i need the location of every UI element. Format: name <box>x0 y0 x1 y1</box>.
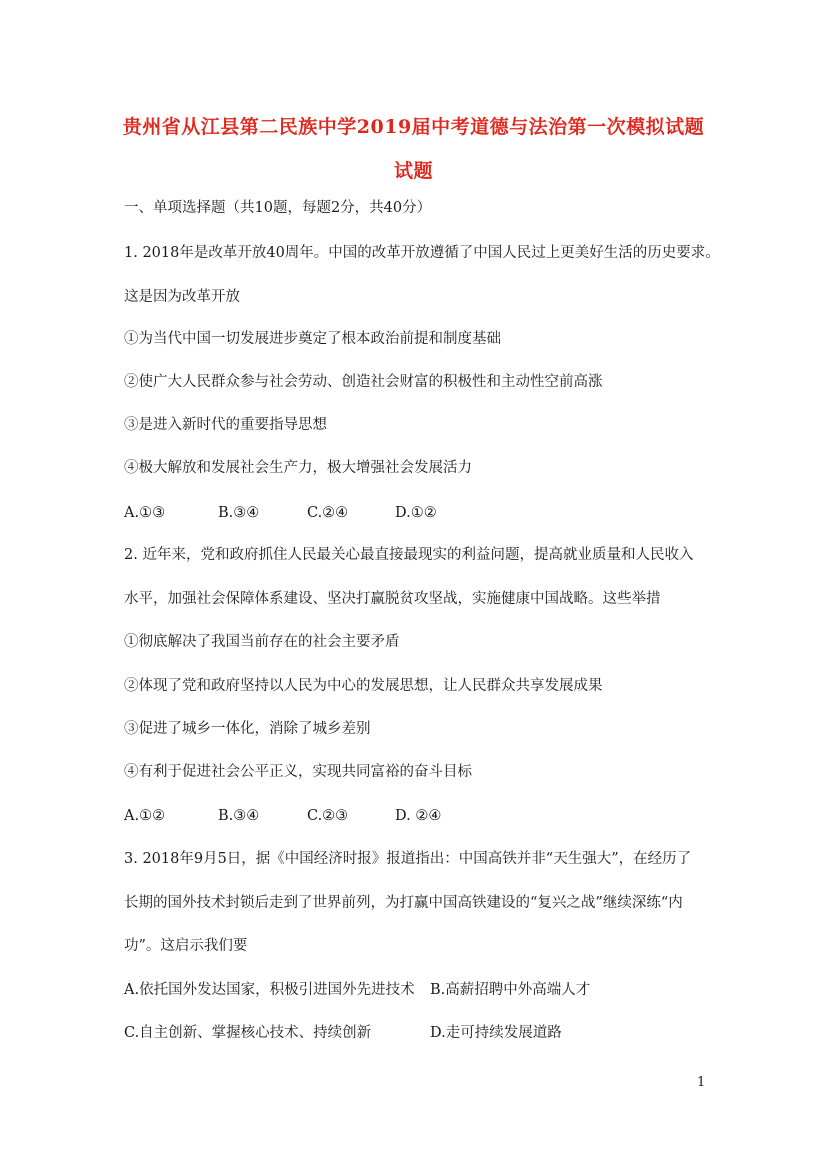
q2-item-3: ③促进了城乡一体化，消除了城乡差别 <box>124 721 371 737</box>
q3-option-b: B.高薪招聘中外高端人才 <box>430 982 591 998</box>
q1-option-d: D.①② <box>395 505 437 521</box>
section-heading: 一、单项选择题（共10题，每题2分，共40分） <box>124 200 432 216</box>
q1-option-b: B.③④ <box>218 505 260 521</box>
q1-stem-line1: 1. 2018年是改革开放40周年。中国的改革开放遵循了中国人民过上更美好生活的历史要求。 <box>124 245 720 261</box>
q3-stem-line1: 3. 2018年9月5日，据《中国经济时报》报道指出：中国高铁并非“天生强大”，在经历了 <box>124 851 692 867</box>
q1-item-4: ④极大解放和发展社会生产力，极大增强社会发展活力 <box>124 460 472 476</box>
q1-item-2: ②使广大人民群众参与社会劳动、创造社会财富的积极性和主动性空前高涨 <box>124 374 603 390</box>
q1-item-1: ①为当代中国一切发展进步奠定了根本政治前提和制度基础 <box>124 331 501 347</box>
q2-option-a: A.①② <box>124 808 166 824</box>
q1-option-a: A.①③ <box>124 505 166 521</box>
q2-option-b: B.③④ <box>218 808 260 824</box>
page-number: 1 <box>697 1075 706 1090</box>
q3-option-a: A.依托国外发达国家，积极引进国外先进技术 <box>124 982 415 998</box>
q2-stem-line2: 水平，加强社会保障体系建设、坚决打赢脱贫攻坚战，实施健康中国战略。这些举措 <box>124 591 661 607</box>
document-title-continuation: 试题 <box>393 160 433 182</box>
q1-option-c: C.②④ <box>307 505 349 521</box>
q3-stem-line2: 长期的国外技术封锁后走到了世界前列，为打赢中国高铁建设的“复兴之战”继续深练“内 <box>124 895 683 911</box>
q2-option-d: D. ②④ <box>395 808 442 824</box>
q2-item-1: ①彻底解决了我国当前存在的社会主要矛盾 <box>124 634 400 650</box>
q2-item-4: ④有利于促进社会公平正义，实现共同富裕的奋斗目标 <box>124 764 472 780</box>
q1-item-3: ③是进入新时代的重要指导思想 <box>124 417 327 433</box>
q3-stem-line3: 功”。这启示我们要 <box>124 938 248 954</box>
q2-item-2: ②体现了党和政府坚持以人民为中心的发展思想，让人民群众共享发展成果 <box>124 678 603 694</box>
q1-stem-line2: 这是因为改革开放 <box>124 289 240 305</box>
q3-option-d: D.走可持续发展道路 <box>430 1025 562 1041</box>
document-title: 贵州省从江县第二民族中学2019届中考道德与法治第一次模拟试题 <box>122 116 705 138</box>
q3-option-c: C.自主创新、掌握核心技术、持续创新 <box>124 1025 372 1041</box>
q2-option-c: C.②③ <box>307 808 349 824</box>
q2-stem-line1: 2. 近年来，党和政府抓住人民最关心最直接最现实的利益问题，提高就业质量和人民收入 <box>124 547 694 563</box>
